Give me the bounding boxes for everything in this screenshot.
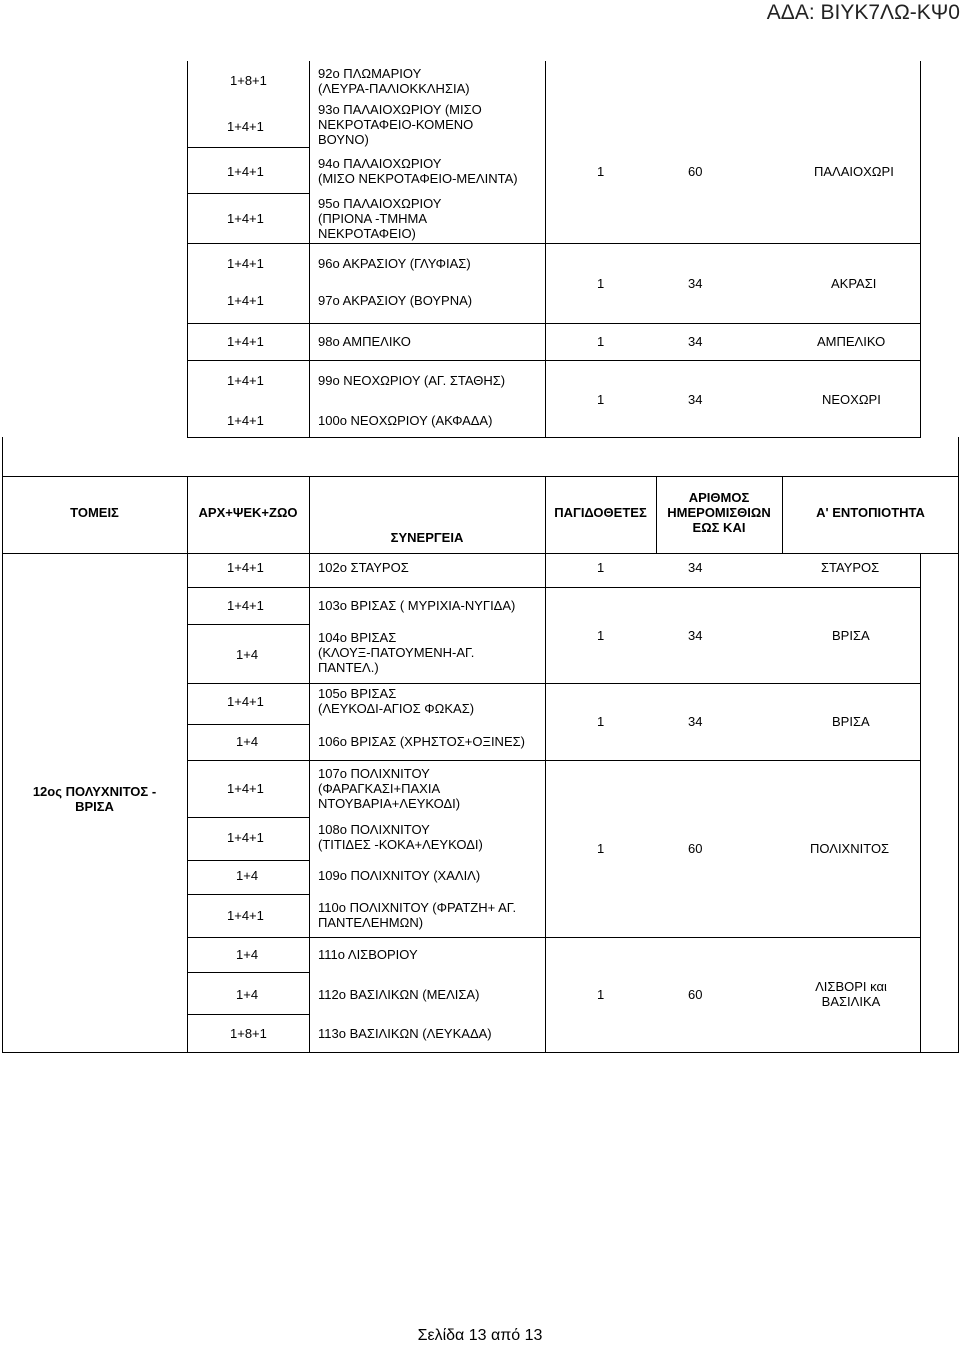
- crew-name-cell: 92ο ΠΛΩΜΑΡΙΟΥ (ΛΕΥΡΑ-ΠΑΛΙΟΚΚΛΗΣΙΑ): [318, 66, 470, 96]
- sectors-cell: 1+4+1: [227, 119, 264, 134]
- header-crews: ΣΥΝΕΡΓΕΙΑ: [390, 530, 464, 545]
- crew-name-cell: 112ο ΒΑΣΙΛΙΚΩΝ (ΜΕΛΙΣΑ): [318, 987, 480, 1002]
- row-divider: [187, 587, 921, 588]
- crew-name-cell: 108ο ΠΟΛΙΧΝΙΤΟΥ (ΤΙΤΙΔΕΣ -ΚΟΚΑ+ΛΕΥΚΟΔΙ): [318, 822, 483, 852]
- location-cell: ΑΚΡΑΣΙ: [831, 276, 877, 291]
- crew-name-cell: 95ο ΠΑΛΑΙΟΧΩΡΙΟΥ (ΠΡΙΟΝΑ -ΤΜΗΜΑ ΝΕΚΡΟΤΑΦΕΙΟ): [318, 196, 442, 241]
- sectors-cell: 1+4+1: [227, 334, 264, 349]
- row-divider: [187, 147, 309, 148]
- sector-name: 12ος ΠΟΛΥΧΝΙΤΟΣ - ΒΡΙΣΑ: [32, 784, 157, 814]
- sectors-cell: 1+4: [236, 868, 259, 883]
- sectors-cell: 1+4+1: [227, 830, 264, 845]
- sectors-cell: 1+4: [236, 987, 259, 1002]
- sectors-cell: 1+4+1: [227, 164, 264, 179]
- crew-name-cell: 94ο ΠΑΛΑΙΟΧΩΡΙΟΥ (ΜΙΣΟ ΝΕΚΡΟΤΑΦΕΙΟ-ΜΕΛΙΝΤΑ): [318, 156, 518, 186]
- crew-name-cell: 102ο ΣΤΑΥΡΟΣ: [318, 560, 409, 575]
- table-border: [958, 437, 959, 1052]
- row-divider: [187, 437, 921, 438]
- crew-name-cell: 97ο ΑΚΡΑΣΙΟΥ (ΒΟΥΡΝΑ): [318, 293, 473, 308]
- header-composition: ΑΡΧ+ΨΕΚ+ΖΩΟ: [198, 505, 298, 520]
- table-border: [920, 61, 921, 437]
- days-cell: 34: [688, 392, 703, 407]
- sectors-cell: 1+4+1: [227, 413, 264, 428]
- table-border: [309, 553, 310, 1052]
- row-divider: [187, 817, 309, 818]
- sectors-cell: 1+4+1: [227, 373, 264, 388]
- header-fixers: ΠΑΓΙΔΟΘΕΤΕΣ: [554, 505, 647, 520]
- crew-name-cell: 99ο ΝΕΟΧΩΡΙΟΥ (ΑΓ. ΣΤΑΘΗΣ): [318, 373, 506, 388]
- days-cell: 60: [688, 841, 703, 856]
- table-border: [545, 553, 546, 1052]
- days-cell: 60: [688, 987, 703, 1002]
- row-divider: [187, 724, 309, 725]
- sectors-cell: 1+4+1: [227, 908, 264, 923]
- sectors-cell: 1+4+1: [227, 293, 264, 308]
- row-divider: [187, 243, 921, 244]
- crew-name-cell: 103ο ΒΡΙΣΑΣ ( ΜΥΡΙΧΙΑ-ΝΥΓΙΔΑ): [318, 598, 516, 613]
- sectors-cell: 1+4+1: [227, 256, 264, 271]
- crew-name-cell: 113ο ΒΑΣΙΛΙΚΩΝ (ΛΕΥΚΑΔΑ): [318, 1026, 492, 1041]
- sectors-cell: 1+4: [236, 734, 259, 749]
- crew-name-cell: 100ο ΝΕΟΧΩΡΙΟΥ (ΑΚΦΑΔΑ): [318, 413, 493, 428]
- table-border: [2, 437, 3, 1052]
- table-border: [187, 553, 188, 1052]
- sectors-cell: 1+4: [236, 647, 259, 662]
- row-divider: [187, 193, 309, 194]
- row-divider: [187, 760, 921, 761]
- location-cell: ΣΤΑΥΡΟΣ: [821, 560, 880, 575]
- table-border: [920, 553, 921, 1052]
- crew-name-cell: 93ο ΠΑΛΑΙΟΧΩΡΙΟΥ (ΜΙΣΟ ΝΕΚΡΟΤΑΦΕΙΟ-ΚΟΜΕΝΟ ΒΟΥΝΟ): [318, 102, 482, 147]
- location-cell: ΒΡΙΣΑ: [832, 714, 870, 729]
- location-cell: ΑΜΠΕΛΙΚΟ: [817, 334, 886, 349]
- header-location: Α' ΕΝΤΟΠΙΟΤΗΤΑ: [816, 505, 925, 520]
- crew-name-cell: 105ο ΒΡΙΣΑΣ (ΛΕΥΚΟΔΙ-ΑΓΙΟΣ ΦΩΚΑΣ): [318, 686, 475, 716]
- fixers-cell: 1: [597, 714, 605, 729]
- location-cell: ΠΟΛΙΧΝΙΤΟΣ: [810, 841, 890, 856]
- crew-name-cell: 98ο ΑΜΠΕΛΙΚΟ: [318, 334, 411, 349]
- header-sectors: ΤΟΜΕΙΣ: [70, 505, 119, 520]
- fixers-cell: 1: [597, 628, 605, 643]
- fixers-cell: 1: [597, 276, 605, 291]
- sectors-cell: 1+8+1: [230, 1026, 267, 1041]
- fixers-cell: 1: [597, 560, 605, 575]
- sectors-cell: 1+4+1: [227, 211, 264, 226]
- row-divider: [187, 624, 309, 625]
- crew-name-cell: 106ο ΒΡΙΣΑΣ (ΧΡΗΣΤΟΣ+ΟΞΙΝΕΣ): [318, 734, 525, 749]
- sectors-cell: 1+8+1: [230, 73, 267, 88]
- row-divider: [187, 937, 921, 938]
- days-cell: 34: [688, 334, 703, 349]
- page-number: Σελίδα 13 από 13: [417, 1327, 543, 1344]
- sectors-cell: 1+4+1: [227, 598, 264, 613]
- days-cell: 34: [688, 560, 703, 575]
- fixers-cell: 1: [597, 987, 605, 1002]
- row-divider: [187, 860, 309, 861]
- crew-name-cell: 110ο ΠΟΛΙΧΝΙΤΟΥ (ΦΡΑΤΖΗ+ ΑΓ. ΠΑΝΤΕΛΕΗΜΩΝ): [318, 900, 517, 930]
- ada-header: ΑΔΑ: ΒΙΥΚ7ΛΩ-ΚΨ0: [766, 1, 960, 24]
- crew-name-cell: 104ο ΒΡΙΣΑΣ (ΚΛΟΥΞ-ΠΑΤΟΥΜΕΝΗ-ΑΓ. ΠΑΝΤΕΛ.): [318, 630, 475, 675]
- sectors-cell: 1+4+1: [227, 781, 264, 796]
- location-cell: ΒΡΙΣΑ: [832, 628, 870, 643]
- sectors-cell: 1+4+1: [227, 560, 264, 575]
- fixers-cell: 1: [597, 164, 605, 179]
- sectors-cell: 1+4+1: [227, 694, 264, 709]
- table-border: [187, 61, 188, 437]
- sectors-cell: 1+4: [236, 947, 259, 962]
- crew-name-cell: 111ο ΛΙΣΒΟΡΙΟΥ: [318, 947, 418, 962]
- row-divider: [187, 894, 309, 895]
- row-divider: [187, 1014, 309, 1015]
- row-divider: [2, 553, 959, 554]
- table-border: [545, 61, 546, 437]
- days-cell: 60: [688, 164, 703, 179]
- row-divider: [187, 972, 309, 973]
- crew-name-cell: 96ο ΑΚΡΑΣΙΟΥ (ΓΛΥΦΙΑΣ): [318, 256, 471, 271]
- fixers-cell: 1: [597, 334, 605, 349]
- location-cell: ΛΙΣΒΟΡΙ και ΒΑΣΙΛΙΚΑ: [815, 979, 887, 1009]
- days-cell: 34: [688, 714, 703, 729]
- location-cell: ΠΑΛΑΙΟΧΩΡΙ: [814, 164, 894, 179]
- header-days: ΑΡΙΘΜΟΣ ΗΜΕΡΟΜΙΣΘΙΩΝ ΕΩΣ ΚΑΙ: [667, 490, 771, 535]
- days-cell: 34: [688, 628, 703, 643]
- days-cell: 34: [688, 276, 703, 291]
- row-divider: [2, 476, 959, 477]
- table-border: [309, 61, 310, 437]
- row-divider: [187, 683, 921, 684]
- crew-name-cell: 109ο ΠΟΛΙΧΝΙΤΟΥ (ΧΑΛΙΛ): [318, 868, 481, 883]
- fixers-cell: 1: [597, 841, 605, 856]
- fixers-cell: 1: [597, 392, 605, 407]
- crew-name-cell: 107ο ΠΟΛΙΧΝΙΤΟΥ (ΦΑΡΑΓΚΑΣΙ+ΠΑΧΙΑ ΝΤΟΥΒΑΡΙΑ+ΛΕΥΚΟΔΙ): [318, 766, 461, 811]
- location-cell: ΝΕΟΧΩΡΙ: [822, 392, 881, 407]
- row-divider: [187, 360, 921, 361]
- table-bottom-border: [2, 1052, 959, 1053]
- row-divider: [187, 323, 921, 324]
